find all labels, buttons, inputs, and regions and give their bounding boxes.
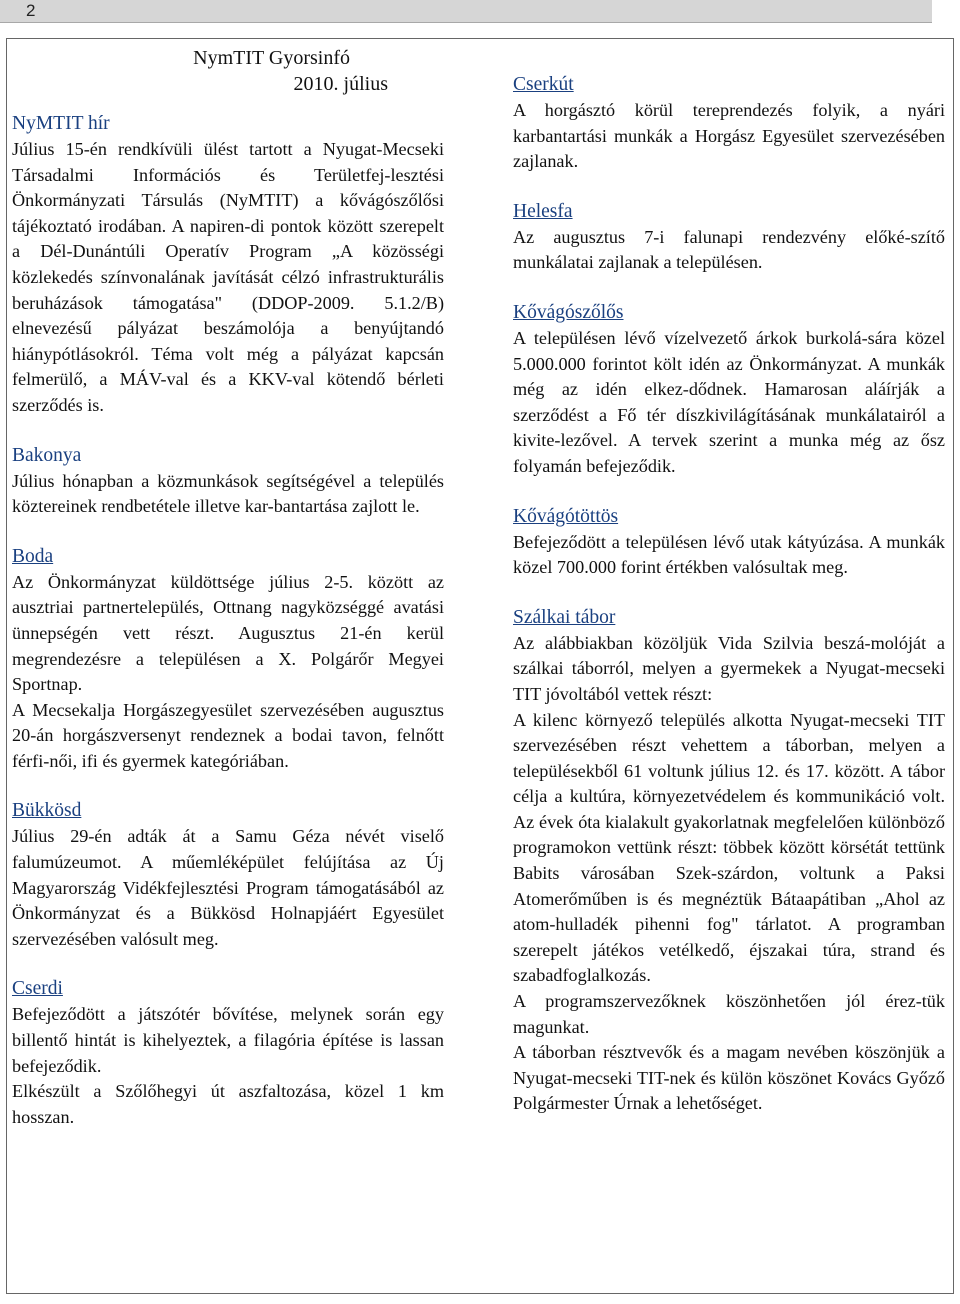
section-heading: Helesfa (513, 200, 573, 222)
section-heading: Bakonya (12, 444, 82, 466)
section-paragraph: Július 29-én adták át a Samu Géza névét viselő falumúzeumot. A műemléképület felújítása az Új Magyarország Vidékfejlesztési Program támogatásából az Önkormányzat és a Bükkösd Holnapjáért Egyesület szervezésében valósult meg. (12, 826, 444, 949)
section-heading: Kővágószőlős (513, 301, 624, 323)
section-paragraph: Befejeződött a településen lévő utak kátyúzása. A munkák közel 700.000 forint értékben valósultak meg. (513, 531, 945, 578)
page-header-bar (0, 0, 932, 23)
section-paragraph: A kilenc környező település alkotta Nyugat-mecseki TIT szervezésében részt vehettem a táborban, melyen a településekből 61 voltunk július 12. és 17. között. A tábor célja a kultúra, környezetvédelem és kommunikáció volt. Az évek óta kialakult gyakorlatnak megfelelően különböző programokon vettünk részt: többek között körsétát tettünk Babits városában Szek-szárdon, voltunk a Paksi Atomerőműben is és megnéztük Bátaapátiban „Ahol az atom-hulladék pihenni fog" tárlatot. A programban szerepelt játékos vetélkedő, éjszakai túra, strand és szabadfoglalkozás. (513, 709, 945, 986)
section-heading: Szálkai tábor (513, 606, 616, 628)
left-sections (12, 111, 444, 1130)
section-paragraph: Az Önkormányzat küldöttsége július 2-5. között az ausztriai partnertelepülés, Ottnang nagyközséggé avatási ünnepségén vett részt. Augusztus 21-én kerül megrendezésre a településen a X. Polgárőr Megyei Sportnap. (12, 571, 444, 695)
section-paragraph: A Mecsekalja Horgászegyesület szervezésében augusztus 20-án horgászversenyt rendeznek a bodai tavon, felnőtt férfi-női, ifi és gyermek kategóriában. (12, 699, 444, 771)
right-sections (513, 72, 945, 1117)
section-heading: Boda (12, 545, 54, 567)
section-paragraph: A programszervezőknek köszönhetően jól érez-tük magunkat. (513, 991, 945, 1037)
right-column (513, 72, 945, 1141)
news-section (513, 300, 945, 480)
news-section (12, 798, 444, 952)
section-heading: Cserdi (12, 978, 63, 1000)
section-heading: Kővágótöttös (513, 505, 619, 527)
section-paragraph: Elkészült a Szőlőhegyi út aszfaltozása, közel 1 km hosszan. (12, 1081, 444, 1127)
section-heading: NyMTIT hír (12, 113, 110, 134)
section-paragraph: Az alábbiakban közöljük Vida Szilvia beszá-molóját a szálkai táborról, melyen a gyermekek a Nyugat-mecseki TIT jóvoltából vettek részt: (513, 632, 945, 704)
page-number: 2 (26, 1, 36, 20)
section-paragraph: A horgásztó körül tereprendezés folyik, a nyári karbantartási munkák a Horgász Egyesület szervezésében zajlanak. (513, 100, 945, 172)
news-section (513, 504, 945, 581)
section-paragraph: A településen lévő vízelvezető árkok burkolá-sára közel 5.000.000 forintot költ idén az Önkormányzat. A munkák még az idén elkez-dődnek. Hamarosan aláírják a szerződést a Fő tér díszkivilágításának munkálatairól a kivite-lezővel. A tervek szerint a munka még az ősz folyamán befejeződik. (513, 327, 945, 476)
news-section (12, 443, 444, 520)
section-paragraph: A táborban résztvevők és a magam nevében köszönjük a Nyugat-mecseki TIT-nek és külön köszönet Kovács Győző Polgármester Úrnak a lehetőséget. (513, 1042, 945, 1114)
left-column (12, 45, 444, 1154)
masthead-date: 2010. július (293, 73, 388, 95)
section-paragraph: Július hónapban a közmunkások segítségével a település köztereinek rendbetétele illetve kar-bantartása zajlott le. (12, 470, 444, 517)
news-section (12, 976, 444, 1130)
section-heading: Cserkút (513, 74, 574, 95)
section-heading: Bükkösd (12, 800, 82, 822)
section-paragraph: Befejeződött a játszótér bővítése, melynek során egy billentő hintát is kihelyeztek, a filagória építése is lassan befejeződik. (12, 1004, 444, 1076)
masthead (12, 45, 444, 97)
news-section (513, 199, 945, 276)
news-section (12, 111, 444, 419)
news-section (513, 605, 945, 1117)
section-paragraph: Július 15-én rendkívüli ülést tartott a Nyugat-Mecseki Társadalmi Információs és Területfej-lesztési Önkormányzati Társulás (NyMTIT) a kővágószőlősi tájékoztató irodában. A napiren-di pontok között szerepelt a Dél-Dunántúli Operatív Program „A közösségi közlekedés színvonalának javítását célzó infrastrukturális beruházások támogatása" (DDOP-2009. 5.1.2/B) elnevezésű pályázat beszámolója a benyújtandó hiánypótlásokról. Téma volt még a pályázat kapcsán felmerülő, a MÁV-val és a KKV-val kötendő bérleti szerződés is. (12, 139, 444, 415)
masthead-title: NymTIT Gyorsinfó (193, 47, 350, 69)
news-section (513, 72, 945, 175)
section-paragraph: Az augusztus 7-i falunapi rendezvény előké-szítő munkálatai zajlanak a településen. (513, 226, 945, 273)
news-section (12, 544, 444, 775)
